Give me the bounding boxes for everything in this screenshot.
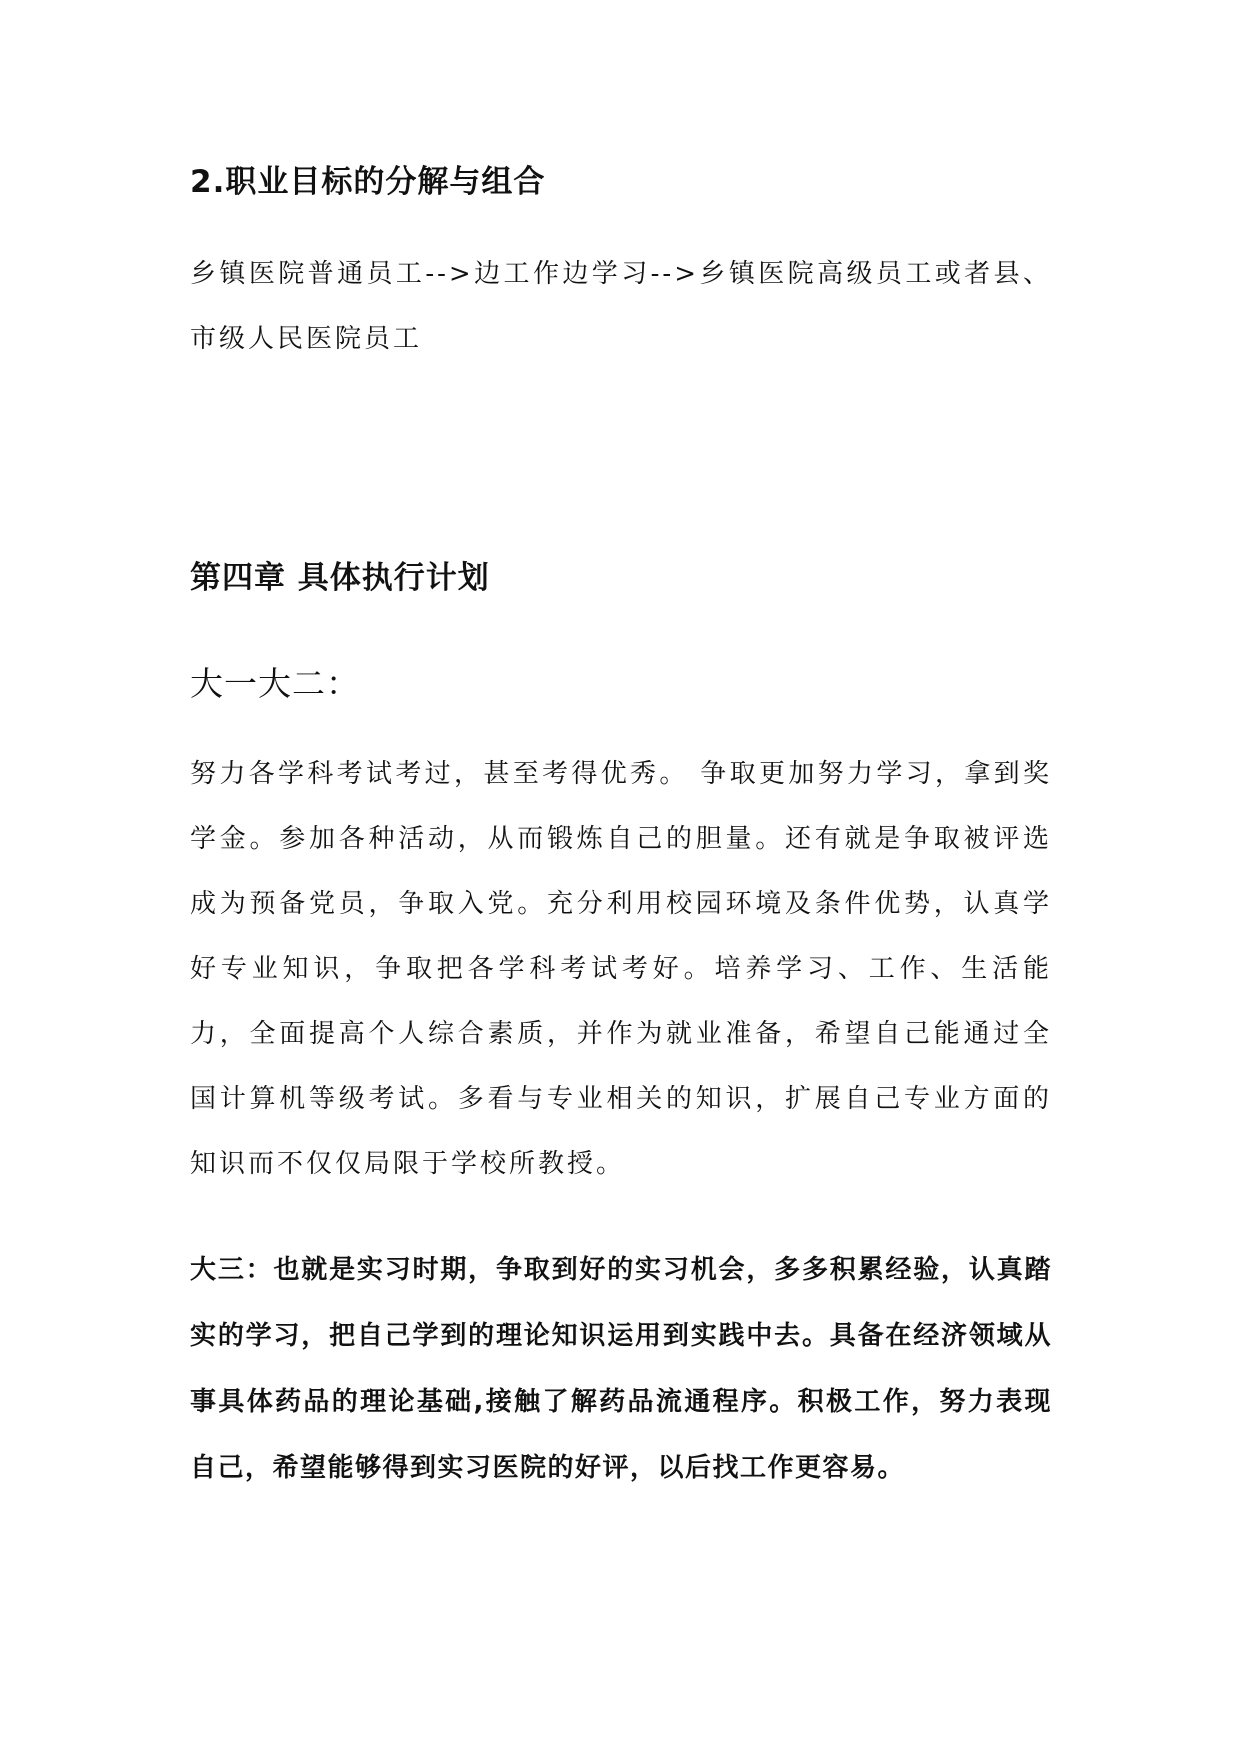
career-path-paragraph: 乡镇医院普通员工-->边工作边学习-->乡镇医院高级员工或者县、市级人民医院员工: [190, 259, 1052, 354]
chapter-title: 第四章 具体执行计划: [190, 560, 490, 596]
stage-paragraph-year3: 大三：也就是实习时期，争取到好的实习机会，多多积累经验，认真踏实的学习，把自己学到的理论知识运用到实践中去。具备在经济领域从事具体药品的理论基础,接触了解药品流通程序。积极工作，努力表现自己，希望能够得到实习医院的好评，以后找工作更容易。: [190, 1255, 1052, 1483]
section-heading-goal-breakdown: 2.职业目标的分解与组合: [190, 164, 546, 200]
stage-paragraph-year1-2: 努力各学科考试考过，甚至考得优秀。 争取更加努力学习，拿到奖学金。参加各种活动，从而锻炼自己的胆量。还有就是争取被评选成为预备党员，争取入党。充分利用校园环境及条件优势，认真学好专业知识，争取把各学科考试考好。培养学习、工作、生活能力，全面提高个人综合素质，并作为就业准备，希望自己能通过全国计算机等级考试。多看与专业相关的知识，扩展自己专业方面的知识而不仅仅局限于学校所教授。: [190, 759, 1052, 1179]
stage-heading-year1-2: 大一大二：: [190, 664, 360, 703]
